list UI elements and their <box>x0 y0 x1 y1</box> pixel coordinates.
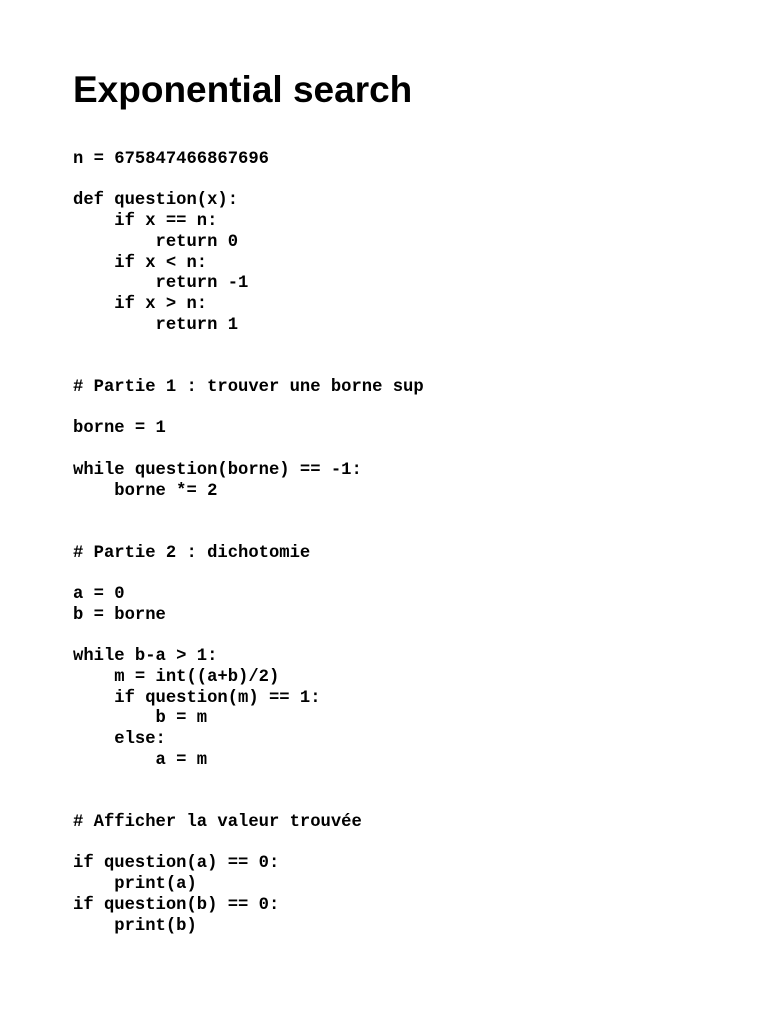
code-line: return -1 <box>73 274 249 294</box>
code-line: b = m <box>73 709 208 729</box>
code-line: if x < n: <box>73 253 208 273</box>
code-line <box>73 627 424 648</box>
code-line: m = int((a+b)/2) <box>73 667 280 687</box>
code-line <box>73 399 424 420</box>
code-line: def question(x): <box>73 191 239 211</box>
code-line: if question(m) == 1: <box>73 688 321 708</box>
code-line: while b-a > 1: <box>73 647 218 667</box>
code-line: print(b) <box>73 916 197 936</box>
code-line: print(a) <box>73 875 197 895</box>
code-line <box>73 564 424 585</box>
code-line <box>73 336 424 357</box>
code-line: while question(borne) == -1: <box>73 460 362 480</box>
code-line: a = 0 <box>73 585 125 605</box>
code-line <box>73 834 424 855</box>
code-line: # Partie 1 : trouver une borne sup <box>73 377 424 397</box>
code-line <box>73 171 424 192</box>
code-line: if x == n: <box>73 212 218 232</box>
code-line: # Afficher la valeur trouvée <box>73 813 362 832</box>
code-block <box>73 150 424 937</box>
code-line <box>73 772 424 793</box>
code-line: else: <box>73 730 166 750</box>
code-line: if x > n: <box>73 295 208 315</box>
code-line: borne = 1 <box>73 419 166 439</box>
code-line: return 0 <box>73 232 239 252</box>
code-line: borne *= 2 <box>73 481 218 501</box>
code-line: a = m <box>73 750 208 770</box>
code-line <box>73 502 424 523</box>
code-line <box>73 523 424 544</box>
code-line <box>73 357 424 378</box>
code-line: n = 675847466867696 <box>73 150 269 169</box>
code-line: if question(a) == 0: <box>73 854 280 874</box>
page-title: Exponential search <box>73 69 413 110</box>
code-line <box>73 792 424 813</box>
code-line <box>73 440 424 461</box>
code-line: # Partie 2 : dichotomie <box>73 543 311 563</box>
code-line: if question(b) == 0: <box>73 895 280 915</box>
code-line: return 1 <box>73 315 239 335</box>
code-line: b = borne <box>73 605 166 625</box>
